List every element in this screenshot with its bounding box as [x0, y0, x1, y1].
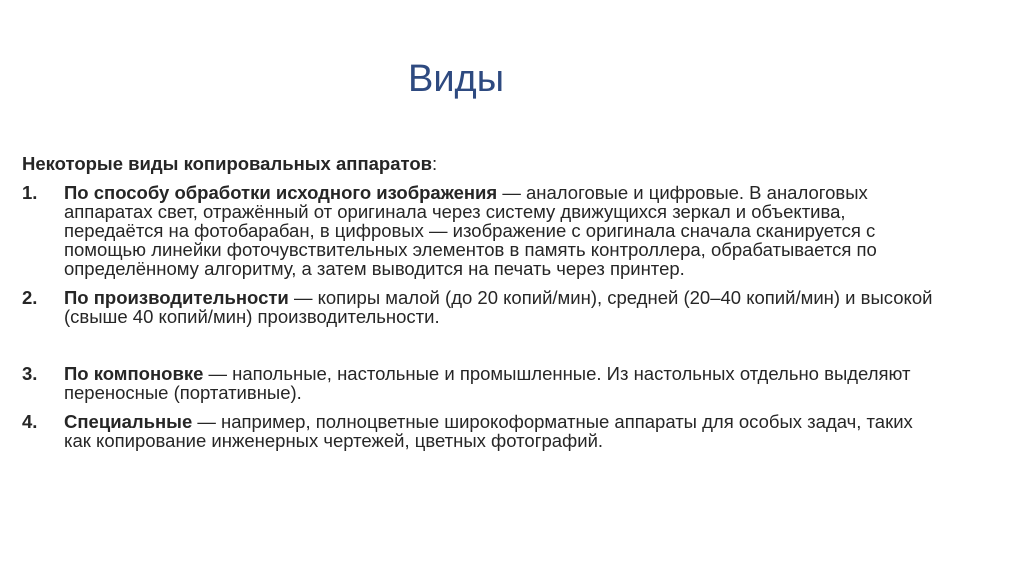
- intro-text: Некоторые виды копировальных аппаратов: [22, 153, 432, 174]
- list-item-number: 2.: [22, 287, 38, 308]
- list-item-term: Специальные: [64, 411, 193, 432]
- list-item-number: 3.: [22, 363, 38, 384]
- list-item-term: По способу обработки исходного изображения: [64, 182, 498, 203]
- list-item-text: — копиры малой (до 20 копий/мин), средней (20–40 копий/мин) и высокой (свыше 40 копий/мин) производительности.: [64, 287, 933, 327]
- list-item-number: 4.: [22, 411, 38, 432]
- list-item-term: По производительности: [64, 287, 289, 308]
- list-item-text: — аналоговые и цифровые. В аналоговых аппаратах свет, отражённый от оригинала через систему движущихся зеркал и объектива, передаётся на фотобарабан, в цифровых — изображение с оригинала сначала сканируется с помощью линейки фоточувствительных элементов в память контроллера, обрабатывается по определённому алгоритму, а затем выводится на печать через принтер.: [64, 182, 877, 279]
- list-item: [22, 288, 942, 326]
- list-item-number: 1.: [22, 182, 38, 203]
- slide-content: [22, 154, 942, 460]
- list-item: [22, 183, 942, 278]
- slide-title: Виды: [407, 58, 505, 100]
- list-item: [22, 412, 942, 450]
- list-item-text: — например, полноцветные широкоформатные аппараты для особых задач, таких как копирование инженерных чертежей, цветных фотографий.: [64, 411, 913, 451]
- intro-colon: :: [432, 153, 438, 174]
- list-item: [22, 364, 942, 402]
- intro-line: [22, 154, 942, 173]
- list-item-term: По компоновке: [64, 363, 204, 384]
- types-list: [22, 183, 942, 450]
- list-item-text: — напольные, настольные и промышленные. Из настольных отдельно выделяют переносные (портативные).: [64, 363, 911, 403]
